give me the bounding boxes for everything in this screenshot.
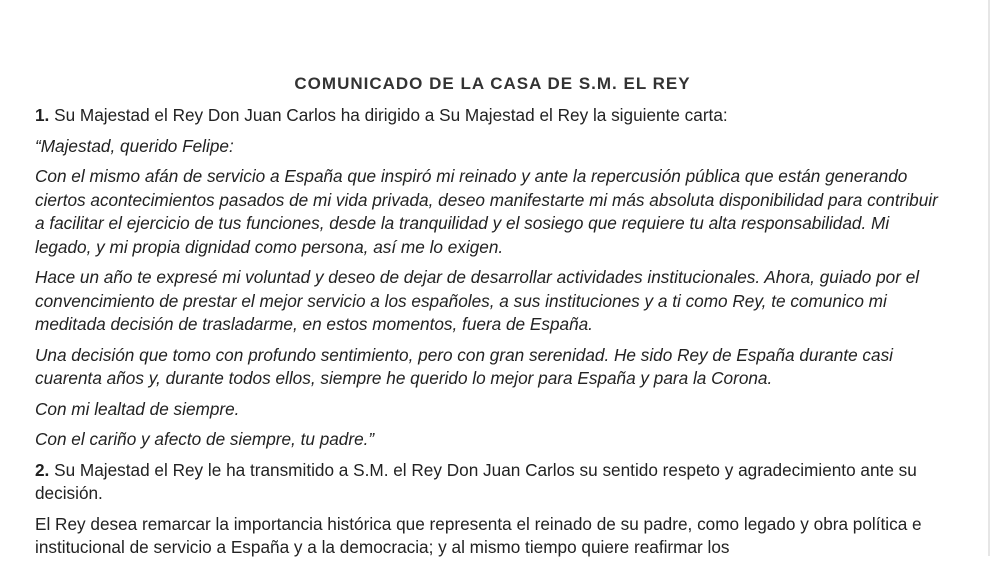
paragraph-2-text: Su Majestad el Rey le ha transmitido a S.M. el Rey Don Juan Carlos su sentido respeto y agradecimiento ante su decisión. <box>35 459 917 503</box>
paragraph-2-number: 2. <box>35 459 50 480</box>
letter-signature: Con el cariño y afecto de siempre, tu padre.” <box>35 429 375 449</box>
letter-paragraph-1: Con el mismo afán de servicio a España que inspiró mi reinado y ante la repercusión pública que están generando ciertos acontecimientos pasados de mi vida privada, deseo manifestarte mi más absoluta disponibilidad para contribuir a facilitar el ejercicio de tus funciones, desde la tranquilidad y el sosiego que requiere tu alta responsabilidad. Mi legado, y mi propia dignidad como persona, así me lo exigen. <box>35 166 938 257</box>
communique-body <box>35 72 950 567</box>
letter-closing: Con mi lealtad de siempre. <box>35 398 240 419</box>
paragraph-2 <box>35 459 950 506</box>
paragraph-1-text: Su Majestad el Rey Don Juan Carlos ha dirigido a Su Majestad el Rey la siguiente carta: <box>49 105 728 125</box>
letter-salutation: “Majestad, querido Felipe: <box>35 135 234 156</box>
page-title: COMUNICADO DE LA CASA DE S.M. EL REY <box>294 74 691 93</box>
paragraph-1 <box>35 104 950 128</box>
paragraph-3: El Rey desea remarcar la importancia histórica que representa el reinado de su padre, como legado y obra política e institucional de servicio a España y a la democracia; y al mismo tiempo quiere reafirmar los <box>35 513 922 557</box>
letter-paragraph-2: Hace un año te expresé mi voluntad y deseo de dejar de desarrollar actividades institucionales. Ahora, guiado por el convencimiento de prestar el mejor servicio a los españoles, a sus instituciones y a ti como Rey, te comunico mi meditada decisión de trasladarme, en estos momentos, fuera de España. <box>35 267 920 334</box>
letter-paragraph-3: Una decisión que tomo con profundo sentimiento, pero con gran serenidad. He sido Rey de España durante casi cuarenta años y, durante todos ellos, siempre he querido lo mejor para España y para la Corona. <box>35 344 893 388</box>
paragraph-1-number: 1. <box>35 105 50 125</box>
